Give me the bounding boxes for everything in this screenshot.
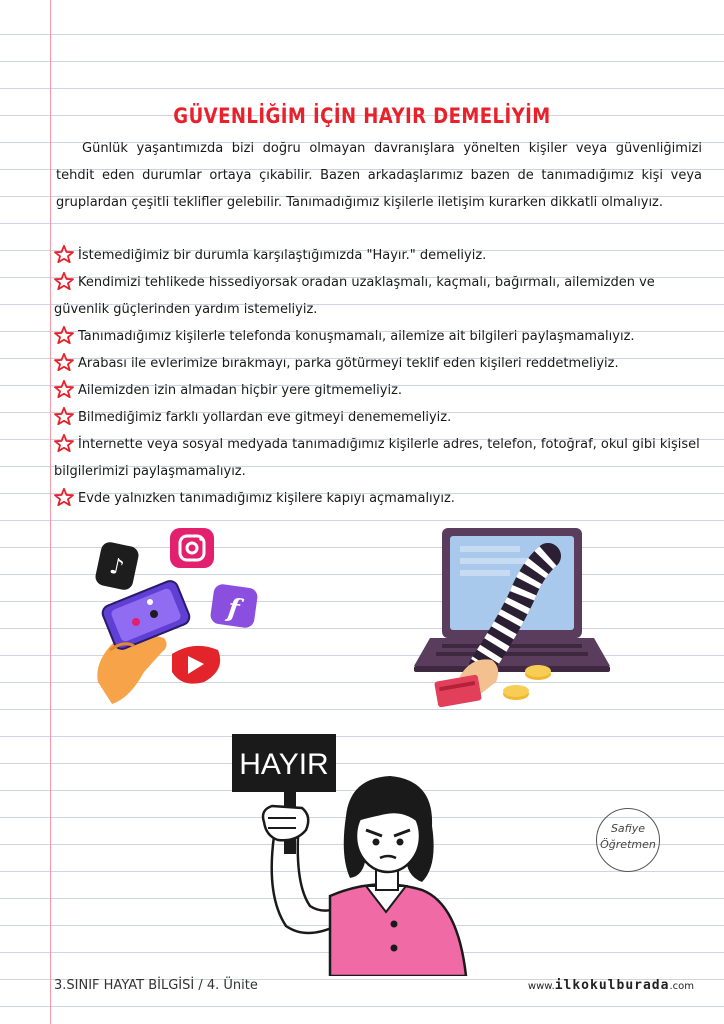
footer-url-main: ilkokulburada [554,978,670,993]
rule-text: Evde yalnızken tanımadığımız kişilere kapıyı açmamalıyız. [78,491,455,506]
star-icon [54,353,74,371]
rule-text: Bilmediğimiz farklı yollardan eve gitmeyi denememeliyiz. [78,410,452,425]
laptop-theft-illustration [412,526,612,712]
play-icon [172,646,220,684]
list-item [54,485,704,512]
margin-line [50,0,51,1024]
list-item [54,350,704,377]
star-icon [54,380,74,398]
credit-card-icon [434,674,482,707]
rule-text: Tanımadığımız kişilerle telefonda konuşmamalı, ailemize ait bilgileri paylaşmamalıyız. [78,329,635,344]
phone-icon [100,579,191,652]
stamp-line-2: Öğretmen [600,838,656,851]
star-icon [54,272,74,290]
star-icon [54,407,74,425]
star-icon [54,245,74,263]
svg-text:♪: ♪ [107,553,127,582]
list-item [54,431,704,485]
instagram-icon [170,528,214,568]
list-item [54,242,704,269]
tiktok-icon [94,541,140,592]
footer-course-label: 3.SINIF HAYAT BİLGİSİ / 4. Ünite [54,978,258,993]
rule-text: İstemediğimiz bir durumla karşılaştığımızda "Hayır." demeliyiz. [78,248,487,263]
svg-text:f: f [225,593,242,625]
sign-text: HAYIR [239,748,329,781]
rules-list [54,242,704,512]
author-stamp [596,808,660,872]
list-item [54,404,704,431]
girl-no-sign-illustration [226,726,476,976]
star-icon [54,488,74,506]
intro-paragraph: Günlük yaşantımızda bizi doğru olmayan davranışlara yönelten kişiler veya güvenliğimizi tehdit eden durumlar ortaya çıkabilir. Bazen arkadaşlarımız bazen de tanımadığımız kişi veya gruplardan çeşitli teklifler gelebilir. Tanımadığımız kişilerle iletişim kurarken dikkatli olmalıyız. [56,141,702,210]
footer-url-suffix: .com [669,981,694,992]
footer-website [528,978,694,993]
star-icon [54,434,74,452]
rule-text: İnternette veya sosyal medyada tanımadığımız kişilerle adres, telefon, fotoğraf, okul gibi kişisel bilgilerimizi paylaşmamalıyız. [54,437,700,479]
list-item [54,323,704,350]
list-item [54,269,704,323]
facebook-icon [209,583,258,629]
rule-text: Kendimizi tehlikede hissediyorsak oradan uzaklaşmalı, kaçmalı, bağırmalı, ailemizden ve güvenlik güçlerinden yardım istemeliyiz. [54,275,655,317]
stamp-line-1: Safiye [610,822,646,835]
star-icon [54,326,74,344]
footer-url-prefix: www. [527,981,555,992]
social-media-illustration [84,522,264,708]
rule-text: Ailemizden izin almadan hiçbir yere gitmemeliyiz. [78,383,403,398]
list-item [54,377,704,404]
page-title: GÜVENLİĞİM İÇİN HAYIR DEMELİYİM [173,104,551,128]
rule-text: Arabası ile evlerimize bırakmayı, parka götürmeyi teklif eden kişileri reddetmeliyiz. [78,356,619,371]
